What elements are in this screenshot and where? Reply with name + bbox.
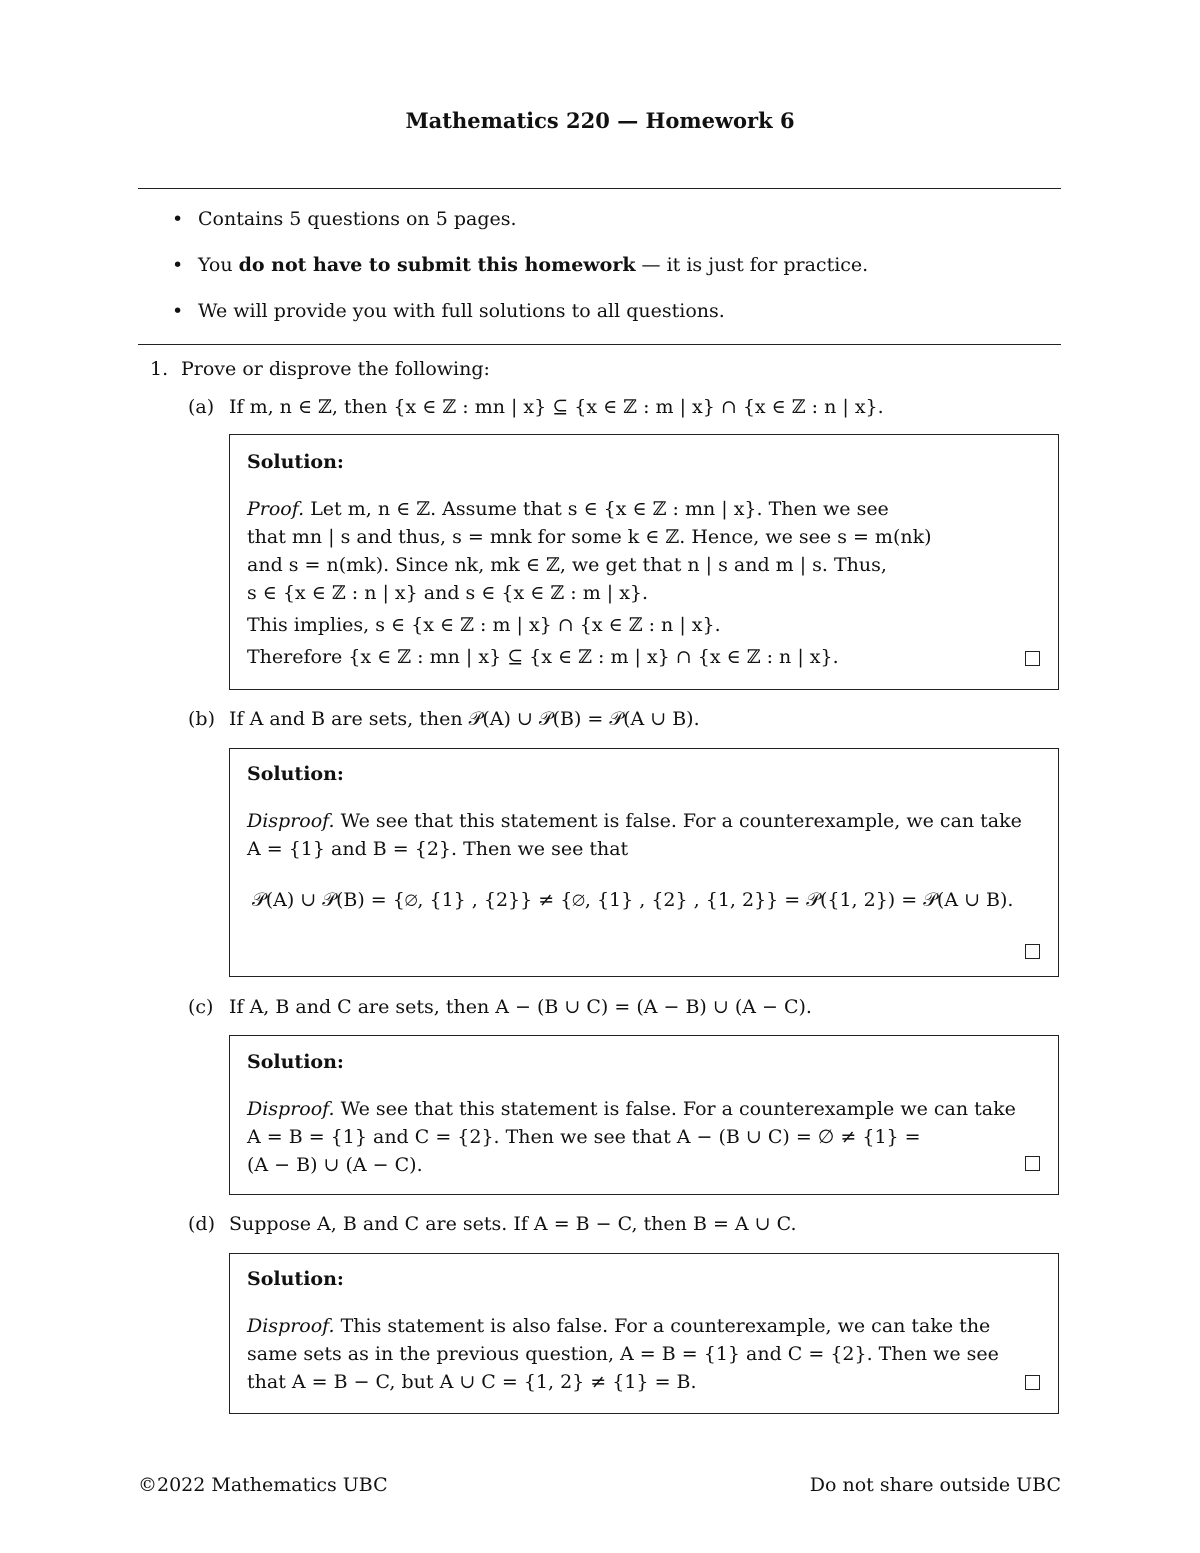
solution-line: s ∈ {x ∈ ℤ : n | x} and s ∈ {x ∈ ℤ : m | x}. [247,582,649,604]
qed-square-icon [1025,944,1040,959]
solution-box-b [229,748,1059,977]
bullet-icon: • [172,208,184,230]
solution-line: This statement is also false. For a counterexample, we can take the [340,1315,991,1337]
solution-line: A = {1} and B = {2}. Then we see that [247,838,629,860]
solution-heading: Solution: [247,1268,344,1290]
proof-label: Disproof. [247,810,335,832]
solution-line: and s = n(mk). Since nk, mk ∈ ℤ, we get that n | s and m | s. Thus, [247,554,887,576]
solution-box-a [229,434,1059,690]
solution-text-b [247,807,1042,863]
bullet-icon: • [172,300,184,322]
bullet-text: We will provide you with full solutions to all questions. [198,300,725,322]
proof-label: Disproof. [247,1315,335,1337]
solution-line: (A − B) ∪ (A − C). [247,1154,423,1176]
bullet-item [172,208,517,230]
page-title: Mathematics 220 — Homework 6 [405,108,795,133]
bottom-rule [138,344,1061,345]
solution-line: We see that this statement is false. For a counterexample, we can take [340,810,1022,832]
footer-copyright: ©2022 Mathematics UBC [138,1474,388,1496]
solution-line: that A = B − C, but A ∪ C = {1, 2} ≠ {1} = B. [247,1371,697,1393]
solution-line: Let m, n ∈ ℤ. Assume that s ∈ {x ∈ ℤ : mn | x}. Then we see [310,498,889,520]
qed-square-icon [1025,1156,1040,1171]
solution-text-d [247,1312,1042,1396]
solution-box-c [229,1035,1059,1195]
qed-square-icon [1025,651,1040,666]
bullet-bold-text: do not have to submit this homework [238,254,636,276]
solution-line: This implies, s ∈ {x ∈ ℤ : m | x} ∩ {x ∈ ℤ : n | x}. [247,614,721,636]
bullet-item [172,254,868,276]
bullet-icon: • [172,254,184,276]
question-prompt: Prove or disprove the following: [181,358,490,380]
part-c-label: (c) [188,996,214,1018]
bullet-text: Contains 5 questions on 5 pages. [198,208,517,230]
solution-line: same sets as in the previous question, A = B = {1} and C = {2}. Then we see [247,1343,999,1365]
display-equation: 𝒫(A) ∪ 𝒫(B) = {∅, {1} , {2}} ≠ {∅, {1} , {2} , {1, 2}} = 𝒫({1, 2}) = 𝒫(A ∪ B). [252,889,1014,911]
solution-heading: Solution: [247,1051,344,1073]
part-c-statement: If A, B and C are sets, then A − (B ∪ C) = (A − B) ∪ (A − C). [229,996,812,1018]
question-number: 1. [150,358,169,380]
part-a-label: (a) [188,396,215,418]
solution-box-d [229,1253,1059,1414]
part-b-statement: If A and B are sets, then 𝒫(A) ∪ 𝒫(B) = 𝒫(A ∪ B). [229,708,700,730]
qed-square-icon [1025,1375,1040,1390]
part-b-label: (b) [188,708,215,730]
footer-notice: Do not share outside UBC [809,1474,1061,1496]
solution-line: that mn | s and thus, s = mnk for some k ∈ ℤ. Hence, we see s = m(nk) [247,526,932,548]
solution-text-c [247,1095,1042,1179]
bullet-text: You [198,254,239,276]
proof-label: Proof. [247,498,305,520]
solution-line: Therefore {x ∈ ℤ : mn | x} ⊆ {x ∈ ℤ : m | x} ∩ {x ∈ ℤ : n | x}. [247,646,839,668]
part-d-statement: Suppose A, B and C are sets. If A = B − C, then B = A ∪ C. [229,1213,797,1235]
part-d-label: (d) [188,1213,215,1235]
bullet-item [172,300,725,322]
part-a-statement: If m, n ∈ ℤ, then {x ∈ ℤ : mn | x} ⊆ {x ∈ ℤ : m | x} ∩ {x ∈ ℤ : n | x}. [229,396,884,418]
solution-line: We see that this statement is false. For a counterexample we can take [340,1098,1016,1120]
solution-heading: Solution: [247,763,344,785]
bullet-text: — it is just for practice. [635,254,869,276]
solution-line: A = B = {1} and C = {2}. Then we see that A − (B ∪ C) = ∅ ≠ {1} = [247,1126,921,1148]
proof-label: Disproof. [247,1098,335,1120]
solution-text-a [247,495,1042,671]
top-rule [138,188,1061,189]
solution-heading: Solution: [247,451,344,473]
